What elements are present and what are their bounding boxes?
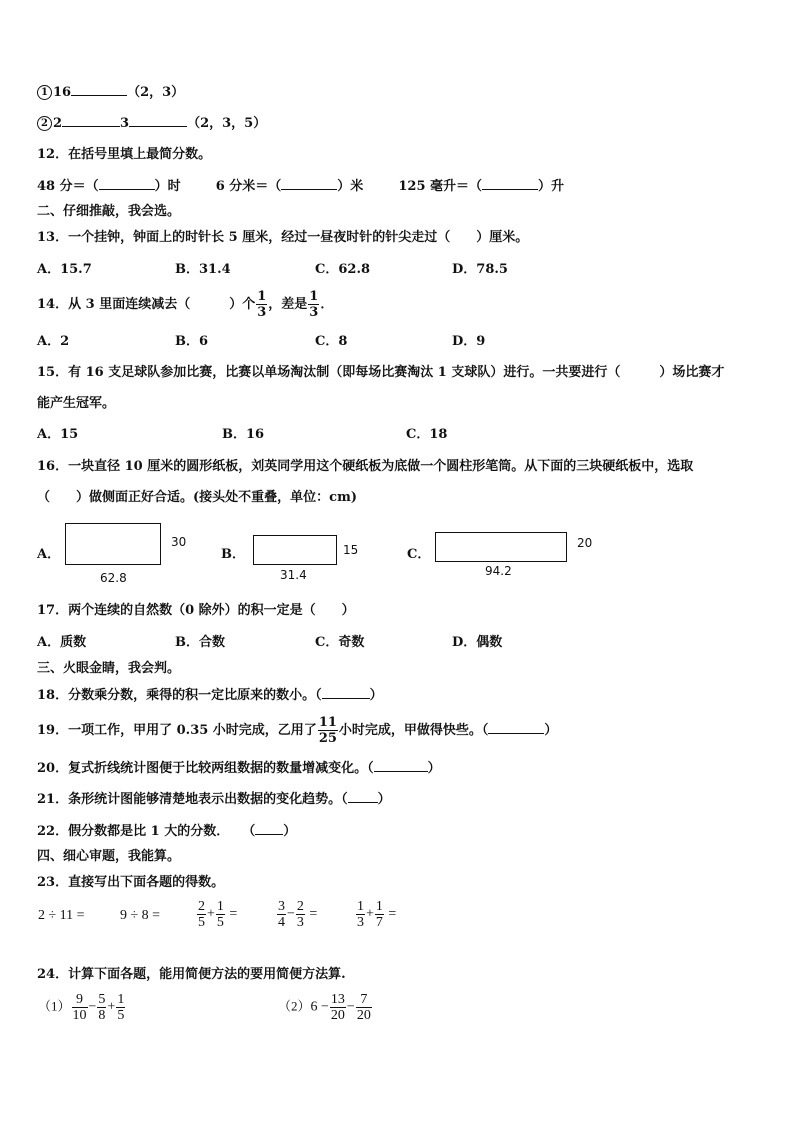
q17-option-d[interactable]: D．偶数 <box>452 635 503 650</box>
q21-text: 21．条形统计图能够清楚地表示出数据的变化趋势。（ <box>37 792 348 807</box>
q11-row2-paren: （2，3，5） <box>187 116 267 131</box>
q16-option-b-letter[interactable]: B． <box>221 547 245 562</box>
q16-option-a-rectangle[interactable] <box>65 523 161 565</box>
q23-expression-5: $\frac{1}{3}$ + $\frac{1}{7}$ = <box>357 899 397 930</box>
q18: 18．分数乘分数，乘得的积一定比原来的数小。（ ） <box>37 688 383 703</box>
q14-option-c[interactable]: C．8 <box>315 334 348 349</box>
answer-blank[interactable] <box>348 790 378 803</box>
section-heading-3: 三、火眼金睛，我会判。 <box>37 661 181 676</box>
q16-option-c-height: 20 <box>577 536 593 550</box>
fraction: $\frac{11}{25}$ <box>318 715 337 746</box>
answer-blank[interactable] <box>99 177 155 190</box>
q16-option-c-rectangle[interactable] <box>435 532 567 562</box>
q16-line1: 16．一块直径 10 厘米的圆形纸板，刘英同学用这个硬纸板为底做一个圆柱形笔筒。从下面的三块硬纸板中，选取 <box>37 459 694 474</box>
answer-blank[interactable] <box>129 114 187 127</box>
q11-row1-paren: （2，3） <box>127 85 185 100</box>
section-heading-4: 四、细心审题，我能算。 <box>37 849 181 864</box>
q12-a-text: 48 分＝（ <box>37 179 99 194</box>
q15-option-b[interactable]: B．16 <box>222 427 265 442</box>
q18-text: 18．分数乘分数，乘得的积一定比原来的数小。（ <box>37 688 322 703</box>
q24-title: 24．计算下面各题，能用简便方法的要用简便方法算. <box>37 967 346 982</box>
q23-title: 23．直接写出下面各题的得数。 <box>37 875 225 890</box>
q15-line1: 15．有 16 支足球队参加比赛，比赛以单场淘汰制（即每场比赛淘汰 1 支球队）进行。一共要进行（ ）场比赛才 <box>37 365 725 380</box>
q12-b-unit: ）米 <box>337 179 364 194</box>
q16-option-b-rectangle[interactable] <box>253 535 337 565</box>
q11-row2-number-a: 2 <box>53 116 63 131</box>
q12-c-text: 125 毫升＝（ <box>398 179 483 194</box>
q23-expression-3: $\frac{2}{5}$ + $\frac{1}{5}$ = <box>198 899 238 930</box>
q17-option-b[interactable]: B．合数 <box>175 635 225 650</box>
q13-option-a[interactable]: A．15.7 <box>37 262 92 277</box>
q15-line2: 能产生冠军。 <box>37 396 116 411</box>
q14-text-a: 14．从 3 里面连续减去（ ）个 <box>37 297 256 312</box>
q14-option-a[interactable]: A．2 <box>37 334 70 349</box>
q13-option-b[interactable]: B．31.4 <box>175 262 231 277</box>
q21: 21．条形统计图能够清楚地表示出数据的变化趋势。（ ） <box>37 792 391 807</box>
q22: 22．假分数都是比 1 大的分数． （ ） <box>37 824 297 839</box>
q16-option-c-letter[interactable]: C． <box>407 547 431 562</box>
q11-row1-number: 16 <box>53 85 72 100</box>
q16-option-a-height: 30 <box>171 535 187 549</box>
q24-problem-1: （1） $\frac{9}{10}$ − $\frac{5}{8}$ + $\frac{1}{5}$ <box>38 992 125 1023</box>
answer-blank[interactable] <box>322 686 370 699</box>
q13-option-d[interactable]: D．78.5 <box>452 262 508 277</box>
q12-b-text: 6 分米＝（ <box>215 179 282 194</box>
q14-option-b[interactable]: B．6 <box>175 334 209 349</box>
answer-blank[interactable] <box>62 114 120 127</box>
answer-blank[interactable] <box>71 83 127 96</box>
q17-option-c[interactable]: C．奇数 <box>315 635 365 650</box>
q20: 20．复式折线统计图便于比较两组数据的数量增减变化。（ ） <box>37 761 441 776</box>
q16-option-c-width: 94.2 <box>485 564 512 578</box>
q11-row1 <box>37 83 184 102</box>
section-heading-2: 二、仔细推敲，我会选。 <box>37 204 181 219</box>
q19: 19．一项工作，甲用了 0.35 小时完成，乙用了 $\frac{11}{25}$ 小时完成，甲做得快些。（ ） <box>37 715 558 746</box>
q12-a-unit: ）时 <box>154 179 181 194</box>
q19-text-b: 小时完成，甲做得快些。（ <box>338 723 489 738</box>
fraction: $\frac{1}{3}$ <box>257 289 267 320</box>
answer-blank[interactable] <box>488 721 544 734</box>
q11-row2 <box>37 114 266 133</box>
q11-row2-number-b: 3 <box>120 116 130 131</box>
q16-option-b-width: 31.4 <box>280 568 307 582</box>
q13-text: 13．一个挂钟，钟面上的时针长 5 厘米，经过一昼夜时针的针尖走过（ ）厘米。 <box>37 230 529 245</box>
q12-title: 12．在括号里填上最简分数。 <box>37 147 212 162</box>
q14-text-b: ，差是 <box>268 297 308 312</box>
q17-option-a[interactable]: A．质数 <box>37 635 87 650</box>
q12-c-unit: ）升 <box>538 179 565 194</box>
answer-blank[interactable] <box>482 177 538 190</box>
q19-text-a: 19．一项工作，甲用了 0.35 小时完成，乙用了 <box>37 723 317 738</box>
circled-number: 2 <box>37 116 52 131</box>
q12-items <box>37 177 564 196</box>
q22-text: 22．假分数都是比 1 大的分数． （ <box>37 824 256 839</box>
q14-text <box>37 288 333 322</box>
fraction: $\frac{1}{3}$ <box>309 289 319 320</box>
q14-text-c: ． <box>320 297 334 312</box>
q16-option-a-width: 62.8 <box>100 571 127 585</box>
q16-line2: （ ）做侧面正好合适。(接头处不重叠，单位：cm) <box>37 490 357 505</box>
q23-expression-2: 9 ÷ 8 = <box>120 908 161 923</box>
circled-number: 1 <box>37 85 52 100</box>
q14-option-d[interactable]: D．9 <box>452 334 486 349</box>
q17-text: 17．两个连续的自然数（0 除外）的积一定是（ ） <box>37 603 355 618</box>
q24-problem-2: （2）6 − $\frac{13}{20}$ − $\frac{7}{20}$ <box>278 992 371 1023</box>
q20-text: 20．复式折线统计图便于比较两组数据的数量增减变化。（ <box>37 761 374 776</box>
q15-option-a[interactable]: A．15 <box>37 427 79 442</box>
q16-option-a-letter[interactable]: A． <box>37 547 61 562</box>
answer-blank[interactable] <box>374 759 428 772</box>
answer-blank[interactable] <box>255 822 283 835</box>
q23-expression-1: 2 ÷ 11 = <box>38 908 85 923</box>
q13-option-c[interactable]: C．62.8 <box>315 262 371 277</box>
q16-option-b-height: 15 <box>343 543 359 557</box>
q15-option-c[interactable]: C．18 <box>406 427 448 442</box>
q23-expression-4: $\frac{3}{4}$ − $\frac{2}{3}$ = <box>278 899 318 930</box>
answer-blank[interactable] <box>281 177 337 190</box>
